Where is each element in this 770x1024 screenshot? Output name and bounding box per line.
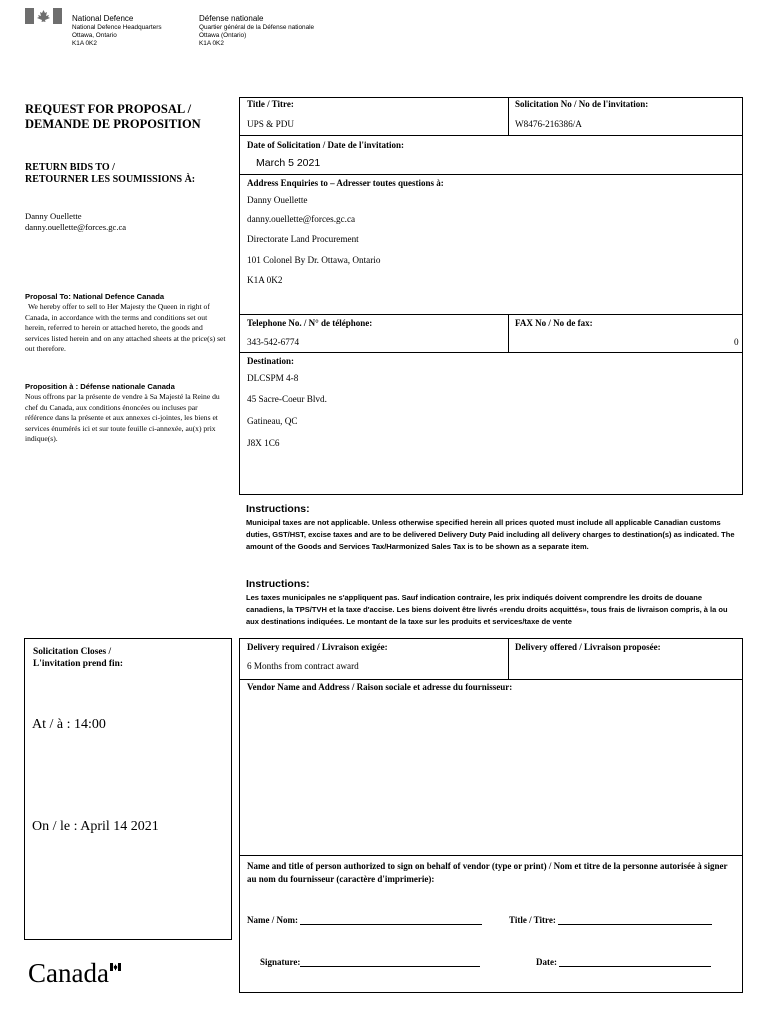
proposal-en-heading: Proposal To: National Defence Canada xyxy=(25,292,165,301)
divider xyxy=(239,679,743,680)
instructions-en-text: Municipal taxes are not applicable. Unless otherwise specified herein all prices quoted must include all applicable Canadian customs duties, GST/HST, excise taxes and are to be delivered Delivery Duty Paid including all delivery charges to destination(s) as indicated. The amount of the Goods and Services Tax/Harmonized Sales Tax is to be shown as a separate item. xyxy=(246,518,735,551)
signature-field[interactable] xyxy=(300,966,480,967)
proposal-fr-heading: Proposition à : Défense nationale Canada xyxy=(25,382,175,391)
destination-line: 45 Sacre-Coeur Blvd. xyxy=(247,394,327,404)
header-fr-line3: K1A 0K2 xyxy=(199,40,224,47)
header-en-title: National Defence xyxy=(72,14,134,23)
proposal-fr-text: Nous offrons par la présente de vendre à Sa Majesté la Reine du chef du Canada, aux conditions énoncées ou incluses par référence dans la présente et aux annexes ci-jointes, les biens et services énumérés ici et sur toute feuille ci-annexée, au(x) prix indique(s). xyxy=(25,392,220,444)
instructions-fr xyxy=(246,578,736,628)
instructions-en-heading: Instructions: xyxy=(246,503,310,515)
date-field-row xyxy=(536,957,711,967)
instructions-fr-text: Les taxes municipales ne s'appliquent pas. Sauf indication contraire, les prix indiqués doivent comprendre les droits de douane canadiens, la TPS/TVH et la taxe d'accise. Les biens doivent être livrés «rendu droits acquittés», tous frais de livraison compris, à la ou aux destinations indiquées. Le montant de la taxe sur les produits et services/taxe de vente xyxy=(246,593,728,626)
address-line: K1A 0K2 xyxy=(247,275,283,285)
divider xyxy=(508,97,509,135)
divider xyxy=(508,314,509,352)
closes-label-fr: L'invitation prend fin: xyxy=(33,659,123,669)
name-field[interactable] xyxy=(300,924,482,925)
address-line: danny.ouellette@forces.gc.ca xyxy=(247,214,356,224)
header-fr-line1: Quartier général de la Défense nationale xyxy=(199,24,315,31)
contact-email: danny.ouellette@forces.gc.ca xyxy=(25,222,127,232)
proposal-en-text: We hereby offer to sell to Her Majesty the Queen in right of Canada, in accordance with the terms and conditions set out herein, referred to herein or attached hereto, the goods and services listed herein and on any attached sheets at the price(s) set out therefore. xyxy=(25,302,226,354)
header-fr xyxy=(199,14,314,48)
solicitation-closes-box xyxy=(24,638,232,940)
header-en-line1: National Defence Headquarters xyxy=(72,24,162,31)
return-contact xyxy=(25,211,126,233)
divider xyxy=(239,352,743,353)
delivery-offered-label: Delivery offered / Livraison proposée: xyxy=(515,642,661,652)
signature-date-field[interactable] xyxy=(559,966,711,967)
solicitation-closes-label xyxy=(33,646,123,670)
vendor-title-label: Title / Titre: xyxy=(509,915,556,925)
destination-line: J8X 1C6 xyxy=(247,438,280,448)
canada-wordmark-logo xyxy=(28,958,109,989)
title-value: UPS & PDU xyxy=(247,119,294,129)
contact-name: Danny Ouellette xyxy=(25,211,82,221)
delivery-required-label: Delivery required / Livraison exigée: xyxy=(247,642,388,652)
divider xyxy=(239,174,743,175)
vendor-title-field[interactable] xyxy=(558,924,712,925)
canada-flag-icon xyxy=(25,8,62,24)
address-enquiries-label: Address Enquiries to – Adresser toutes questions à: xyxy=(247,178,444,188)
instructions-fr-heading: Instructions: xyxy=(246,578,310,590)
solicitation-number-label: Solicitation No / No de l'invitation: xyxy=(515,99,649,109)
return-bids-heading xyxy=(25,162,195,186)
canada-wordmark-text: Canada xyxy=(28,958,109,988)
destination-label: Destination: xyxy=(247,356,294,366)
solicitation-date-label: Date of Solicitation / Date de l'invitation: xyxy=(247,140,404,150)
name-label: Name / Nom: xyxy=(247,915,298,925)
name-field-row xyxy=(247,915,482,925)
proposal-fr xyxy=(25,382,227,444)
closing-date: On / le : April 14 2021 xyxy=(32,819,159,834)
document-title-fr: DEMANDE DE PROPOSITION xyxy=(25,117,201,131)
signature-field-row xyxy=(260,957,480,967)
solicitation-date-value: March 5 2021 xyxy=(256,157,321,169)
instructions-en xyxy=(246,503,736,553)
return-bids-fr: RETOURNER LES SOUMISSIONS À: xyxy=(25,174,196,185)
vendor-name-address-label: Vendor Name and Address / Raison sociale et adresse du fournisseur: xyxy=(247,682,513,692)
destination-line: DLCSPM 4-8 xyxy=(247,373,299,383)
header-fr-title: Défense nationale xyxy=(199,14,264,23)
address-line: 101 Colonel By Dr. Ottawa, Ontario xyxy=(247,255,381,265)
closes-label-en: Solicitation Closes / xyxy=(33,647,112,657)
telephone-label: Telephone No. / N° de téléphone: xyxy=(247,318,373,328)
title-label: Title / Titre: xyxy=(247,99,294,109)
destination-line: Gatineau, QC xyxy=(247,416,298,426)
vendor-name-address-field[interactable] xyxy=(242,696,740,851)
solicitation-number-value: W8476-216386/A xyxy=(515,119,582,129)
title-field-row xyxy=(509,915,712,925)
divider xyxy=(239,135,743,136)
fax-label: FAX No / No de fax: xyxy=(515,318,593,328)
fax-value: 0 xyxy=(734,337,739,347)
delivery-required-value: 6 Months from contract award xyxy=(247,661,359,671)
signature-date-label: Date: xyxy=(536,957,557,967)
closing-time: At / à : 14:00 xyxy=(32,717,106,732)
header-en xyxy=(72,14,162,48)
signature-label: Signature: xyxy=(260,957,301,967)
delivery-offered-field[interactable] xyxy=(509,655,739,675)
header-en-line3: K1A 0K2 xyxy=(72,40,97,47)
address-line: Danny Ouellette xyxy=(247,195,308,205)
header-fr-line2: Ottawa (Ontario) xyxy=(199,32,247,39)
document-title xyxy=(25,102,201,132)
document-title-en: REQUEST FOR PROPOSAL / xyxy=(25,102,192,116)
canada-wordmark-flag-icon xyxy=(110,963,121,971)
proposal-en xyxy=(25,292,227,354)
header-en-line2: Ottawa, Ontario xyxy=(72,32,117,39)
divider xyxy=(239,855,743,856)
return-bids-en: RETURN BIDS TO / xyxy=(25,162,115,173)
authorized-person-label: Name and title of person authorized to sign on behalf of vendor (type or print) / Nom et titre de la personne autorisée à signer au nom du fournisseur (caractère d'imprimerie): xyxy=(247,861,728,884)
divider xyxy=(239,314,743,315)
telephone-value: 343-542-6774 xyxy=(247,337,300,347)
address-line: Directorate Land Procurement xyxy=(247,234,359,244)
